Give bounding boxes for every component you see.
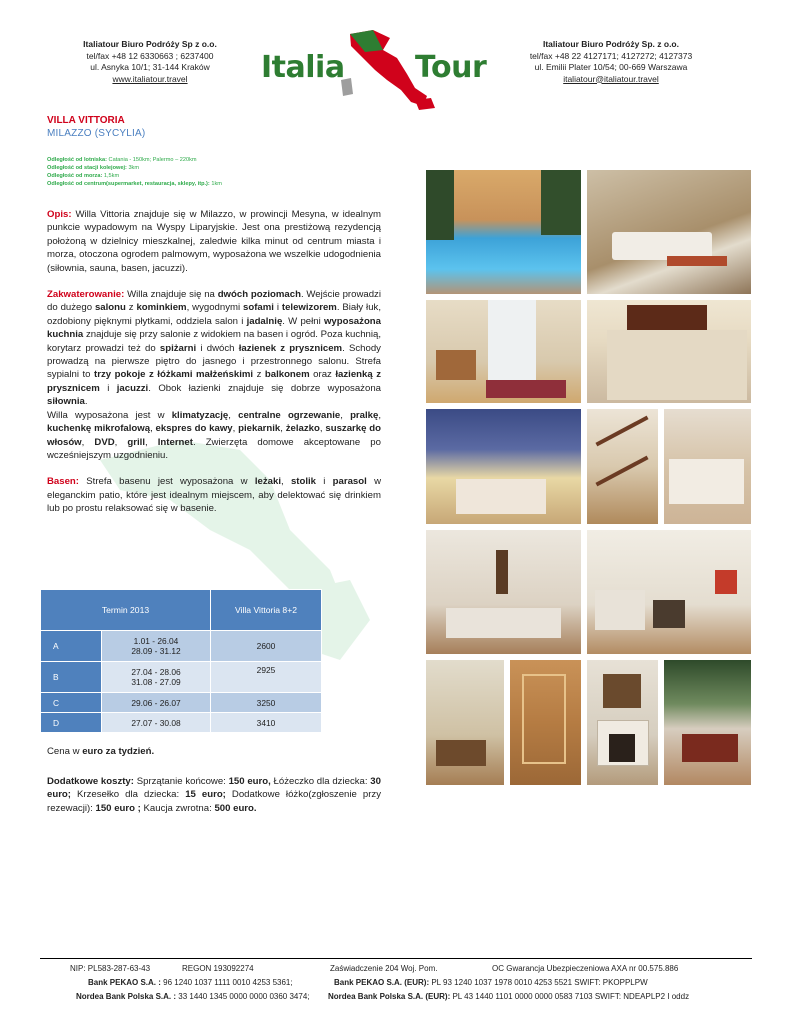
text-run: znajduje się przy salonie z widokiem na basen i ogród. Poza kuchnią, korytarz prowadzi też do [47,329,381,354]
text-run: , [150,423,156,435]
footer-bank-pekao-eur-label: Bank PEKAO S.A. (EUR): [334,978,430,987]
office-krakow [40,39,260,85]
price-table-header [41,590,322,631]
footer-bank-pekao [88,976,293,990]
basen-text [47,476,381,514]
bold-text-run: klimatyzację [171,409,229,421]
bold-text-run: DVD [94,436,115,448]
season-c-dates: 29.06 - 26.07 [102,693,211,713]
bold-text-run: spiżarni [159,342,197,354]
text-run: . Zwierzęta domowe akceptowane po wcześniejszym uzgodnieniu. [47,436,381,461]
footer-bank-nordea-eur [328,990,689,1004]
season-c: C [41,693,102,713]
footer-bank-nordea-account: 33 1440 1345 0000 0000 0360 3474; [176,992,310,1001]
bold-text-run: jacuzzi [116,382,149,394]
bold-text-run: kuchenkę mikrofalową [47,423,151,435]
footer-bank-pekao-account: 96 1240 1037 1111 0010 4253 5361; [160,978,293,987]
opis-text: Willa Vittoria znajduje się w Milazzo, w prowincji Mesyna, w idealnym punkcie wypadowym na Wyspy Liparyjskie. Jest ona prestiżową rezydencją położoną w dzielnicy mieszkalnej, zaledwie kilka minut od centrum miasta i morza, otoczona ogrodem palmowym, wyposażona we wszelkie udogodnienia (siłownia, sauna, basen, jacuzzi). [47,209,381,274]
footer-divider [40,958,752,959]
season-b-dates [102,662,211,693]
office-warszawa-address: ul. Emilii Plater 10/54; 00-669 Warszawa [534,62,688,72]
sauna-photo [510,660,581,785]
bold-text-run: żelazko [285,423,320,435]
fireplace-photo [587,660,658,785]
season-b-price: 2925 [211,662,322,693]
footer-bank-nordea-label: Nordea Bank Polska S.A. : [76,992,177,1001]
basen-label: Basen: [47,476,79,488]
text-run: w eleganckim patio, które jest idealnym miejscem, aby delektować się drinkiem lub po prostu relaksować się w basenie. [47,476,382,515]
bold-text-run: kominkiem [136,302,187,314]
living-room-2-photo [587,530,751,654]
season-a-date-2: 28.09 - 31.12 [131,646,181,656]
villa-location: MILAZZO (SYCYLIA) [47,128,146,139]
text-run: . Obok łazienki znajduje się dobrze wyposażona [148,382,381,394]
bold-text-run: 150 euro ; [95,802,141,814]
bold-text-run: 150 euro, [228,776,271,787]
distance-station-label: Odległość od stacji kolejowej: [47,165,127,171]
bold-text-run: 30 euro; [47,776,381,801]
extra-costs [47,775,381,815]
table-row [41,713,322,733]
season-a-dates [102,631,211,662]
bold-text-run: jadalnię [246,315,283,327]
footer-bank-nordea-eur-account: PL 43 1440 1101 0000 0000 0583 7103 SWIFT: NDEAPLP2 I oddz [450,992,690,1001]
price-note [47,745,381,758]
bold-text-run: grill [127,436,146,448]
text-run: Sprzątanie końcowe: [133,776,229,787]
bold-text-run: salonu [94,302,126,314]
zakwaterowanie-label: Zakwaterowanie: [47,289,125,301]
text-run: , [232,423,239,435]
logo-word-italia: Italia [261,50,345,85]
bathroom-photo [426,300,581,403]
season-b-date-1: 27.04 - 28.06 [131,667,181,677]
distance-sea-label: Odległość od morza: [47,173,103,179]
footer-regon: REGON 193092274 [182,964,254,973]
bold-text-run: 500 euro. [214,802,257,814]
price-note-bold: euro za tydzień. [82,746,155,757]
zakwaterowanie-paragraph [47,288,381,409]
footer-bank-nordea [76,990,310,1004]
extra-costs-text [47,776,381,814]
bold-text-run: 15 euro; [185,789,226,801]
website-link[interactable]: www.italiatour.travel [112,73,188,84]
distance-center [47,180,377,188]
text-run: . W pełni [282,315,324,327]
distance-airport-label: Odległość od lotniska: [47,157,107,163]
bold-text-run: centralne ogrzewanie [238,409,341,421]
text-run: , [281,476,291,488]
equipment-paragraph [47,409,381,463]
table-row [41,631,322,662]
bedroom-3-photo [664,409,751,524]
distance-center-value: 1km [209,181,222,187]
basen-paragraph [47,475,381,515]
text-run: Dodatkowe łóżko(zgłoszenie przy rezewacji): [47,789,382,814]
text-run: , [319,423,326,435]
season-d-price: 3410 [211,713,322,733]
bold-text-run: leżaki [254,476,281,488]
text-run: Łóżeczko dla dziecka: [270,776,371,787]
staircase-photo [587,409,658,524]
text-run: i [273,302,282,314]
distance-airport-value: Catania - 150km; Palermo – 220km [107,157,197,163]
season-c-price: 3250 [211,693,322,713]
bold-text-run: Internet [157,436,193,448]
bold-text-run: pralkę [350,409,379,421]
villa-name: VILLA VITTORIA [47,115,125,126]
text-run: , [340,409,351,421]
italiatour-logo [255,28,505,112]
text-run: Willa wyposażona jest w [47,409,172,421]
bedroom-4-photo [426,660,504,785]
bold-text-run: sofami [243,302,274,314]
text-run: oraz [309,369,336,381]
footer-nip: NIP: PL583-287-63-43 [70,964,151,973]
text-run: . Wejście prowadzi do dużego [47,289,381,314]
text-run: , [228,409,239,421]
bold-text-run: piekarnik [238,423,281,435]
logo-word-tour: Tour [415,50,487,85]
season-b-date-2: 31.08 - 27.09 [131,677,181,687]
season-a-price: 2600 [211,631,322,662]
office-krakow-phone: tel/fax +48 12 6330663 ; 6237400 [86,50,214,61]
price-note-prefix: Cena w [47,746,83,757]
zakwaterowanie-text [47,289,381,407]
text-run: i dwóch [196,342,239,354]
text-run: z [253,369,265,381]
footer-bank-pekao-eur-account: PL 93 1240 1037 1978 0010 4253 5521 SWIFT: PKOPPLPW [429,978,648,987]
season-a: A [41,631,102,662]
office-warszawa-phone: tel/fax +48 22 4127171; 4127272; 4127373 [529,50,693,61]
bold-text-run: trzy pokoje z łóżkami małżeńskimi [94,369,254,381]
office-krakow-address: ul. Asnyka 10/1; 31-144 Kraków [90,62,210,72]
distance-sea [47,172,377,180]
opis-paragraph [47,208,381,275]
distance-center-label: Odległość od centrum(supermarket, restauracja, sklepy, itp.): [47,181,210,187]
bold-text-run: parasol [332,476,367,488]
text-run: , [145,436,158,448]
text-run: i [316,476,333,488]
opis-label: Opis: [47,209,72,220]
bold-text-run: balkonem [264,369,310,381]
living-room-photo [426,530,581,654]
distances-list [47,156,377,188]
footer-bank-nordea-eur-label: Nordea Bank Polska S.A. (EUR): [328,992,451,1001]
text-run: . Biały łuk, ozdobiony pięknymi płytkami, oddziela salon i [47,302,381,327]
bold-text-run: łazienek z prysznicem [238,342,343,354]
text-run: . Schody prowadzą na pierwsze piętro do jasnego i przestronnego salonu. Strefa sypialni to [47,342,381,381]
season-d: D [41,713,102,733]
header-period: Termin 2013 [41,590,211,631]
footer-bank-pekao-eur [334,976,648,990]
office-warszawa [505,39,717,85]
email-link[interactable]: italiatour@italiatour.travel [563,73,659,84]
bedroom-2-photo [426,409,581,524]
equipment-text [47,410,381,461]
bold-text-run: ekspres do kawy [155,423,233,435]
footer [0,962,791,1004]
bold-text-run: suszarkę do włosów [47,423,381,448]
distance-station-value: 3km [126,165,140,171]
season-b: B [41,662,102,693]
billiard-room-photo [664,660,751,785]
text-run: i [99,382,117,394]
footer-oc: OC Gwarancja Ubezpieczeniowa AXA nr 00.575.886 [492,964,679,973]
pool-photo [426,170,581,294]
footer-certificate: Zaświadczenie 204 Woj. Pom. [330,964,438,973]
distance-station [47,164,377,172]
footer-bank-pekao-label: Bank PEKAO S.A. : [88,978,161,987]
bold-text-run: Dodatkowe koszty: [47,776,134,787]
office-warszawa-company: Italiatour Biuro Podróży Sp. z o.o. [542,39,679,49]
office-krakow-company: Italiatour Biuro Podróży Sp z o.o. [83,39,217,49]
text-run: , [378,409,382,421]
distance-sea-value: 1,5km [102,173,120,179]
text-run: , wygodnymi [186,302,244,314]
text-run: , [81,436,95,448]
table-row [41,662,322,693]
distance-airport [47,156,377,164]
description-block [47,208,381,516]
text-run: Willa znajduje się na [124,289,218,301]
text-run: Kaucja zwrotna: [140,802,215,814]
bold-text-run: stolik [290,476,316,488]
text-run: Strefa basenu jest wyposażona w [79,476,255,488]
table-row [41,693,322,713]
header-villa: Villa Vittoria 8+2 [211,590,322,631]
text-run: z [125,302,137,314]
text-run: Krzesełko dla dziecka: [70,789,186,801]
bold-text-run: wyposażona kuchnia [47,315,381,341]
price-table [40,589,322,733]
text-run: . [84,396,88,408]
bold-text-run: dwóch poziomach [217,289,301,301]
bedroom-photo [587,300,751,403]
bold-text-run: siłownia [47,396,85,408]
bold-text-run: telewizorem [281,302,337,314]
text-run: , [114,436,128,448]
text-run: , [280,423,286,435]
season-a-date-1: 1.01 - 26.04 [133,636,179,646]
season-d-dates: 27.07 - 30.08 [102,713,211,733]
bold-text-run: łazienką z prysznicem [47,369,381,394]
jacuzzi-photo [587,170,751,294]
